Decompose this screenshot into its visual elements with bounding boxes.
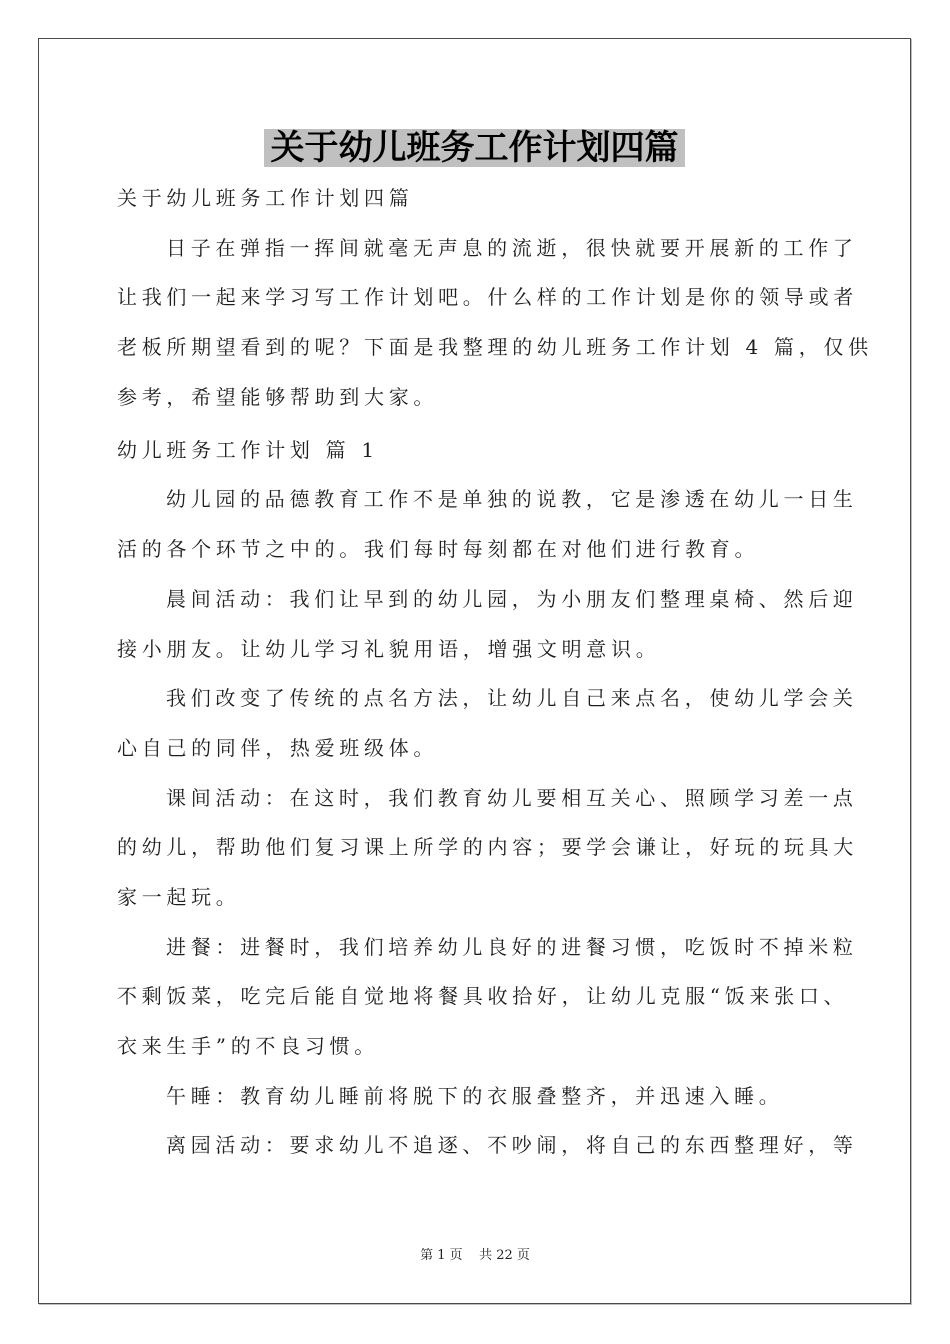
page-number-footer: 第 1 页 共 22 页 [420,1248,530,1263]
paragraph-line: 让我们一起来学习写工作计划吧。什么样的工作计划是你的领导或者 [117,285,858,310]
paragraph-line: 课间活动：在这时，我们教育幼儿要相互关心、照顾学习差一点 [166,785,858,810]
document-subtitle: 关于幼儿班务工作计划四篇 [117,186,414,210]
section-heading: 幼儿班务工作计划 篇 1 [117,438,379,463]
paragraph-line: 参考，希望能够帮助到大家。 [117,384,439,409]
paragraph-line: 日子在弹指一挥间就毫无声息的流逝，很快就要开展新的工作了 [166,235,858,260]
paragraph-line: 老板所期望看到的呢？下面是我整理的幼儿班务工作计划 4 篇，仅供 [117,335,873,360]
document-body [117,174,873,1171]
paragraph-line: 进餐：进餐时，我们培养幼儿良好的进餐习惯，吃饭时不掉米粒 [166,934,858,959]
paragraph-line: 接小朋友。让幼儿学习礼貌用语，增强文明意识。 [117,636,661,661]
paragraph-line: 的幼儿，帮助他们复习课上所学的内容；要学会谦让，好玩的玩具大 [117,835,858,860]
paragraph-line: 家一起玩。 [117,884,241,909]
paragraph-line: 心自己的同伴，热爱班级体。 [117,735,439,760]
paragraph-line: 晨间活动：我们让早到的幼儿园，为小朋友们整理桌椅、然后迎 [166,586,858,611]
paragraph-line: 午睡：教育幼儿睡前将脱下的衣服叠整齐，并迅速入睡。 [166,1083,784,1108]
paragraph-line: 幼儿园的品德教育工作不是单独的说教，它是渗透在幼儿一日生 [166,487,858,512]
paragraph-line: 不剩饭菜，吃完后能自觉地将餐具收拾好，让幼儿克服“饭来张口、 [117,984,849,1009]
paragraph-line: 我们改变了传统的点名方法，让幼儿自己来点名，使幼儿学会关 [166,686,858,711]
paragraph-line: 衣来生手”的不良习惯。 [117,1034,379,1058]
paragraph-line: 离园活动：要求幼儿不追逐、不吵闹，将自己的东西整理好，等 [166,1133,858,1158]
paragraph-line: 活的各个环节之中的。我们每时每刻都在对他们进行教育。 [117,537,760,562]
document-title: 关于幼儿班务工作计划四篇 [264,129,685,167]
